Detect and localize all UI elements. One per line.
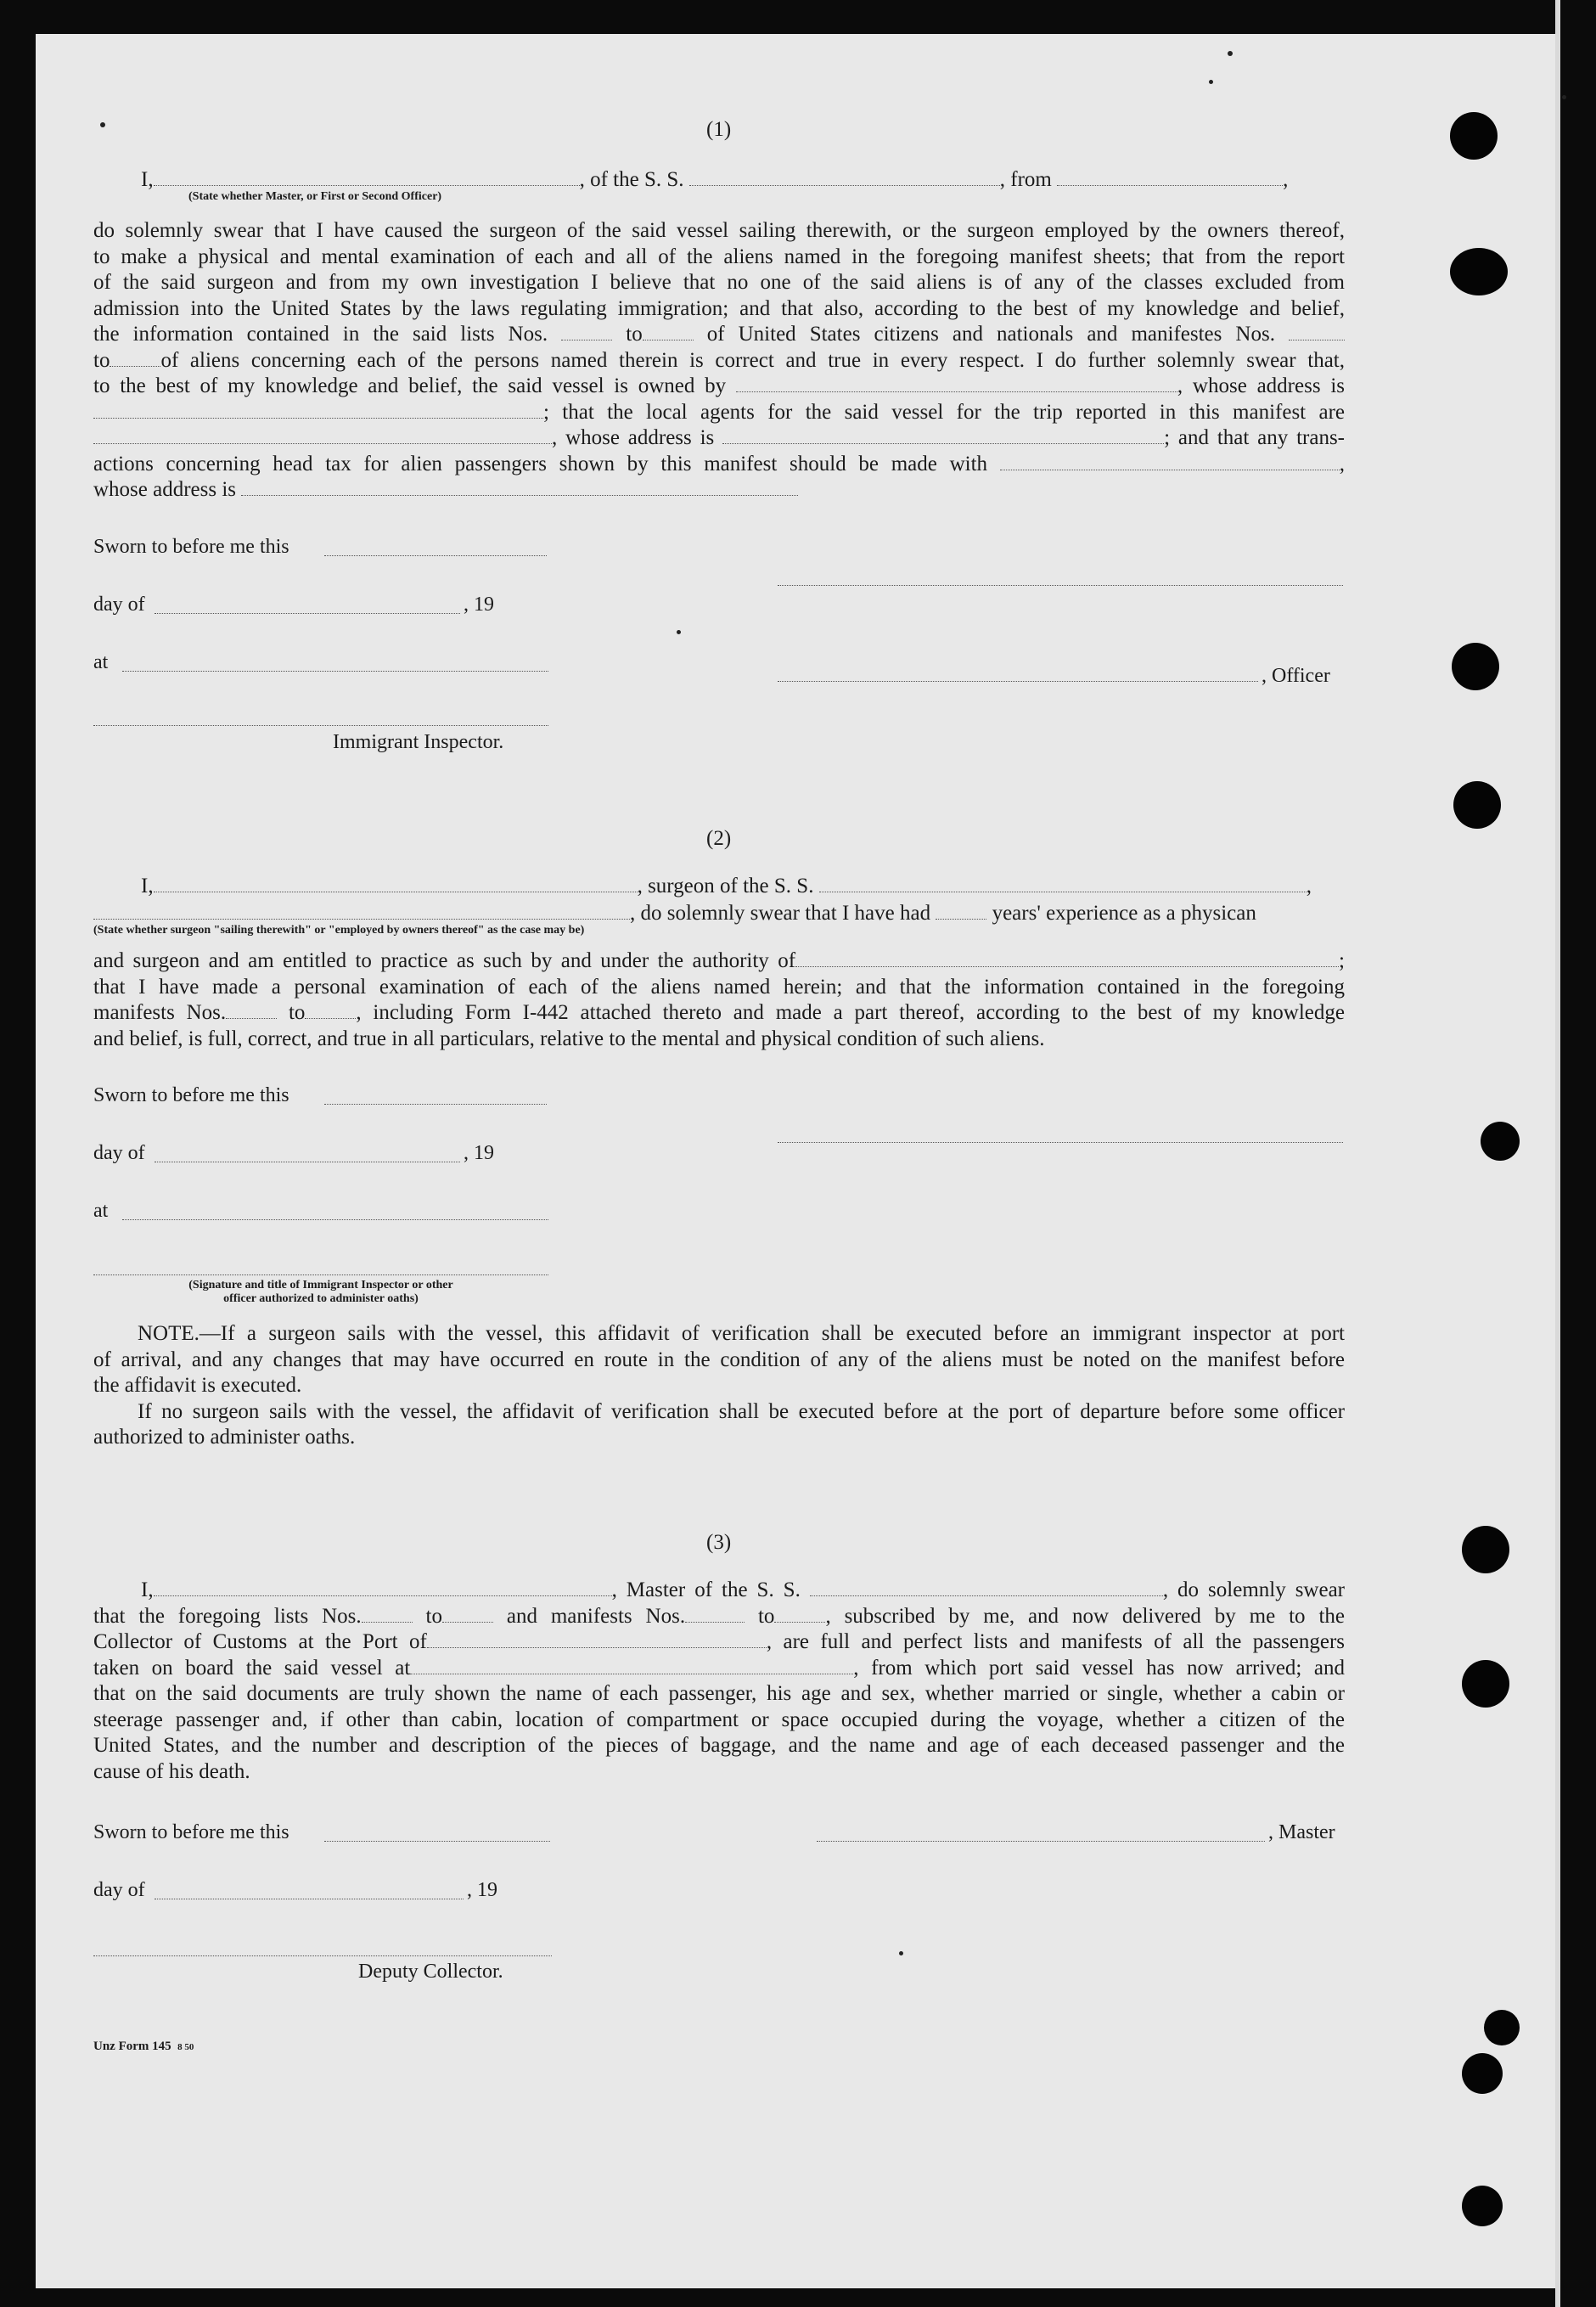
sworn-label: Sworn to before me this	[93, 1084, 289, 1106]
administering-officer-field[interactable]	[93, 1274, 548, 1275]
owner-field[interactable]	[736, 376, 1177, 392]
inspector-label: Immigrant Inspector.	[333, 731, 504, 753]
day-of-field[interactable]	[155, 612, 460, 614]
lists-to-field[interactable]	[643, 324, 694, 340]
section-number: (2)	[706, 827, 732, 850]
oath-line: I, , surgeon of the S. S. ,	[141, 875, 1312, 897]
day-of-label: day of	[93, 594, 145, 616]
lists-from-field[interactable]	[561, 324, 612, 340]
surgeon-signature-field[interactable]	[778, 1141, 1343, 1143]
officer-signature-field[interactable]	[778, 584, 1343, 586]
punch-hole	[1462, 2053, 1503, 2094]
manifest-to-field[interactable]	[774, 1606, 825, 1623]
at-label: at	[93, 651, 109, 673]
section3-body: I, , Master of the S. S. , do solemnly swear that the foregoing lists Nos. to and manifests Nos. to , subscribed by me, and now delivered by me to the Collector of Customs at the Port of , are full and perfect lists and manifests of all the passengers taken on board the said vessel at , from which port said vessel has now arrived; and that on the said documents are truly shown the name of each passenger, his age and sex, whether married or single, whether a cabin or steerage passenger and, if other than cabin, location of compartment or space occupied during the voyage, whether a citizen of the United States, and the number and description of the pieces of baggage, and the name and age of each deceased passenger and the cause of his death.	[93, 1578, 1346, 1783]
year-label: , 19	[464, 1142, 494, 1164]
manifest-to-field[interactable]	[110, 351, 160, 367]
name-field[interactable]	[154, 170, 580, 186]
master-signature-field[interactable]	[817, 1840, 1265, 1842]
speck	[1562, 95, 1566, 99]
oath-line: I, , of the S. S. , from ,	[141, 168, 1289, 191]
punch-hole	[1452, 643, 1499, 690]
at-label: at	[93, 1200, 109, 1222]
at-field[interactable]	[122, 1218, 548, 1220]
sworn-label: Sworn to before me this	[93, 536, 289, 558]
speck	[677, 630, 681, 634]
head-tax-address-field[interactable]	[241, 480, 798, 496]
section-number: (1)	[706, 118, 732, 141]
master-name-field[interactable]	[154, 1580, 612, 1596]
speck	[899, 1951, 903, 1955]
punch-hole	[1481, 1122, 1520, 1161]
oath-line: , do solemnly swear that I have had years' experience as a physican	[93, 901, 1345, 926]
port-field[interactable]	[427, 1632, 767, 1648]
punch-hole	[1453, 781, 1501, 829]
port-field[interactable]	[1057, 170, 1283, 186]
manifest-to-field[interactable]	[305, 1003, 356, 1019]
officer-title-field[interactable]	[778, 680, 1258, 682]
year-label: , 19	[467, 1879, 497, 1901]
manifest-from-field[interactable]	[685, 1606, 745, 1623]
day-of-field[interactable]	[155, 1898, 464, 1899]
ship-name-field[interactable]	[819, 876, 1307, 892]
master-label: , Master	[1268, 1821, 1335, 1843]
form-number: Unz Form 145 8 50	[93, 2040, 194, 2053]
owner-address-field[interactable]	[93, 402, 543, 419]
deputy-label: Deputy Collector.	[358, 1961, 503, 1983]
year-label: , 19	[464, 594, 494, 616]
section2-body: and surgeon and am entitled to practice as such by and under the authority of ; that I have made a personal examination of each of the aliens named herein; and that the information contained in the foregoing manifests Nos. to , including Form I-442 attached thereto and made a part thereof, according to the best of my knowledge and belief, is full, correct, and true in all particulars, relative to the mental and physical condition of such aliens.	[93, 949, 1345, 1050]
speck	[100, 122, 105, 127]
speck	[1209, 80, 1213, 84]
surgeon-status-field[interactable]	[93, 903, 630, 920]
signature-note: (Signature and title of Immigrant Inspector or other officer authorized to administer oaths)	[188, 1279, 453, 1305]
lists-from-field[interactable]	[362, 1606, 413, 1623]
punch-hole	[1450, 248, 1508, 295]
ship-name-field[interactable]	[810, 1580, 1163, 1596]
surgeon-name-field[interactable]	[154, 876, 638, 892]
note-paragraph: NOTE.—If a surgeon sails with the vessel, this affidavit of verification shall be executed before an immigrant inspector at port of arrival, and any changes that may have occurred en route in the condition of any of the aliens must be noted on the manifest before the affidavit is executed. If no surgeon sails with the vessel, the affidavit of verification shall be executed before at the port of departure before some officer authorized to administer oaths.	[93, 1322, 1345, 1449]
officer-label: , Officer	[1262, 665, 1330, 687]
years-field[interactable]	[936, 903, 986, 920]
sworn-date-field[interactable]	[324, 1840, 550, 1842]
manifest-from-field[interactable]	[1289, 324, 1345, 340]
inspector-signature-field[interactable]	[93, 724, 548, 726]
sworn-label: Sworn to before me this	[93, 1821, 289, 1843]
sworn-date-field[interactable]	[324, 1103, 547, 1105]
day-of-field[interactable]	[155, 1161, 460, 1162]
page-edge	[1555, 0, 1560, 2307]
punch-hole	[1484, 2010, 1520, 2045]
lists-to-field[interactable]	[442, 1606, 493, 1623]
authority-field[interactable]	[795, 951, 1339, 967]
punch-hole	[1450, 112, 1498, 160]
at-field[interactable]	[122, 670, 548, 672]
day-of-label: day of	[93, 1142, 145, 1164]
section-number: (3)	[706, 1531, 732, 1554]
manifest-from-field[interactable]	[226, 1003, 277, 1019]
deputy-signature-field[interactable]	[93, 1955, 552, 1956]
sworn-date-field[interactable]	[324, 554, 547, 556]
punch-hole	[1462, 1526, 1509, 1573]
agents-field[interactable]	[93, 428, 552, 444]
punch-hole	[1462, 1660, 1509, 1708]
agents-address-field[interactable]	[722, 428, 1164, 444]
section1-body: do solemnly swear that I have caused the surgeon of the said vessel sailing therewith, or the surgeon employed by the owners thereof, to make a physical and mental examination of each and all of the aliens named in the foregoing manifest sheets; that from the report of the said surgeon and from my own investigation I believe that no one of the said aliens is of any of the classes excluded from admission into the United States by the laws regulating immigration; and that also, according to the best of my knowledge and belief, the information contained in the said lists Nos. to of United States citizens and nationals and manifestes Nos. to of aliens concerning each of the persons named therein is correct and true in every respect. I do further solemnly swear that, to the best of my knowledge and belief, the said vessel is owned by , whose address is ; that the local agents for the said vessel for the trip reported in this manifest are , whose address is ; and that any trans- actions concerning head tax for alien passengers shown by this manifest should be made with , whose address is	[93, 219, 1346, 501]
officer-note: (State whether Master, or First or Second Officer)	[188, 190, 442, 203]
speck	[1228, 51, 1233, 56]
day-of-label: day of	[93, 1879, 145, 1901]
surgeon-note: (State whether surgeon "sailing therewith" or "employed by owners thereof" as the case may be)	[93, 924, 585, 937]
punch-hole	[1462, 2186, 1503, 2226]
ship-name-field[interactable]	[689, 170, 1000, 186]
head-tax-contact-field[interactable]	[1000, 454, 1340, 470]
embarkation-port-field[interactable]	[410, 1658, 853, 1674]
